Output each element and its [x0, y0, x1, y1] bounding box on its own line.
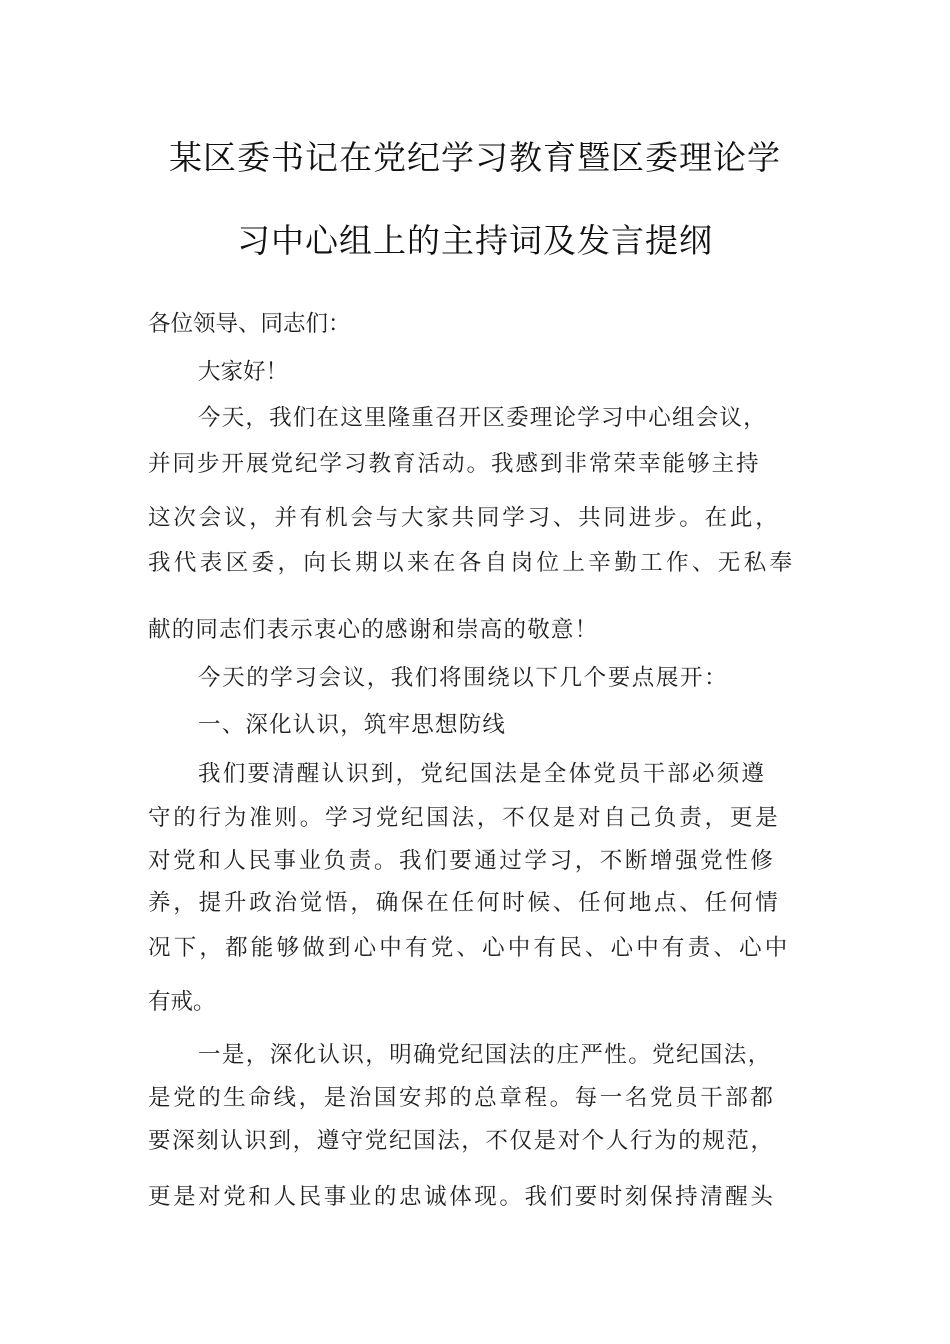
salutation: 各位领导、同志们：	[148, 311, 351, 337]
paragraph-line: 况下，都能够做到心中有党、心中有民、心中有责、心中	[148, 935, 791, 961]
document-title-line-1: 某区委书记在党纪学习教育暨区委理论学	[169, 138, 781, 177]
paragraph-line: 一是，深化认识，明确党纪国法的庄严性。党纪国法，	[198, 1042, 772, 1068]
paragraph-line: 并同步开展党纪学习教育活动。我感到非常荣幸能够主持	[148, 451, 761, 477]
paragraph-line: 献的同志们表示衷心的感谢和崇高的敬意！	[148, 617, 599, 643]
paragraph-line: 养，提升政治觉悟，确保在任何时候、任何地点、任何情	[148, 890, 781, 916]
paragraph-line: 有戒。	[148, 989, 216, 1015]
paragraph-line: 是党的生命线，是治国安邦的总章程。每一名党员干部都	[148, 1085, 776, 1111]
paragraph-line: 我们要清醒认识到，党纪国法是全体党员干部必须遵	[198, 761, 767, 787]
paragraph-line: 更是对党和人民事业的忠诚体现。我们要时刻保持清醒头	[148, 1184, 776, 1210]
paragraph-line: 守的行为准则。学习党纪国法，不仅是对自己负责，更是	[148, 805, 781, 831]
document-title-line-2: 习中心组上的主持词及发言提纲	[237, 221, 713, 260]
paragraph-line: 今天，我们在这里隆重召开区委理论学习中心组会议，	[198, 405, 767, 431]
paragraph-line: 对党和人民事业负责。我们要通过学习，不断增强党性修	[148, 848, 776, 874]
paragraph-line: 今天的学习会议，我们将围绕以下几个要点展开：	[198, 665, 729, 691]
greeting: 大家好！	[198, 359, 289, 385]
paragraph-line: 要深刻认识到，遵守党纪国法，不仅是对个人行为的规范，	[148, 1128, 775, 1154]
paragraph-line: 我代表区委，向长期以来在各自岗位上辛勤工作、无私奉	[148, 550, 796, 576]
paragraph-line: 这次会议，并有机会与大家共同学习、共同进步。在此，	[148, 505, 781, 531]
section-heading: 一、深化认识，筑牢思想防线	[198, 712, 507, 738]
